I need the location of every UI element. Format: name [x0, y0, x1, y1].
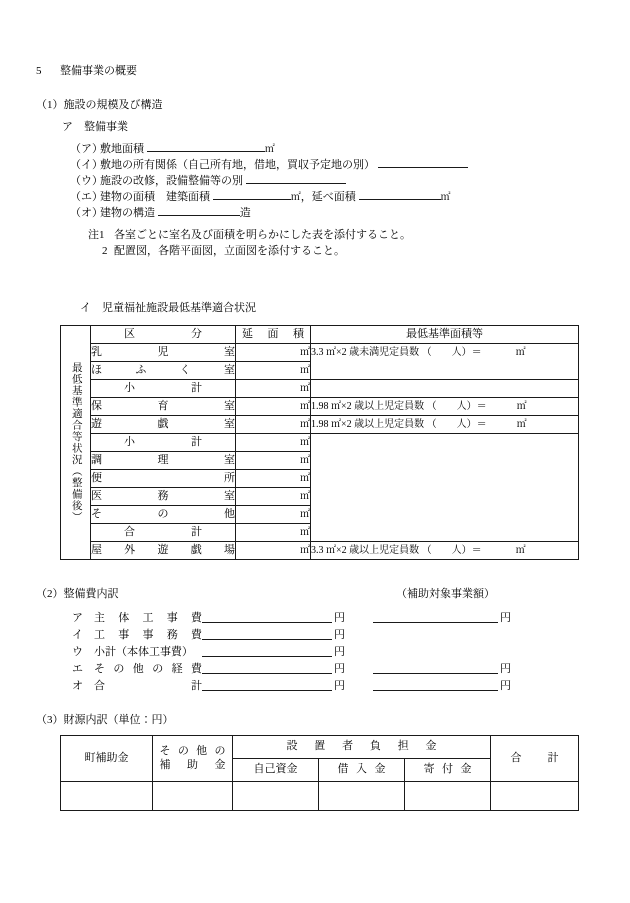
row-label-text: 医務室	[91, 490, 235, 502]
area-input-crawling-room[interactable]	[236, 362, 311, 380]
formula-playroom-unit: ㎡	[516, 419, 527, 430]
row-label-nursery-room	[91, 398, 236, 416]
vertical-label-text: 最低基準適合等状況（整備後）	[70, 362, 82, 523]
row-label-subtotal-2	[91, 434, 236, 452]
funding-header-installer-burden-text: 設置者負担金	[286, 740, 437, 753]
item-marker-o: （オ）	[70, 207, 103, 219]
cost-unit-o: 円	[334, 680, 345, 692]
row-label-medical-room	[91, 488, 236, 506]
table-main-caption	[80, 303, 256, 314]
formula-subtotal-1-blank	[311, 380, 579, 398]
row-label-text: 便所	[91, 472, 235, 484]
table-row	[61, 380, 579, 398]
cost-label-main-works: 主体工事費	[94, 612, 202, 624]
subsidy-input-total[interactable]	[373, 678, 498, 691]
funding-header-own-funds-text: 自己資金	[253, 763, 298, 776]
formula-playroom	[311, 416, 579, 434]
item-marker-i: （イ）	[70, 159, 103, 171]
subsidy-unit-a: 円	[500, 612, 511, 624]
funding-header-other-subsidy-line2: 補助金	[159, 758, 226, 771]
group-label: 整備事業	[84, 121, 128, 133]
row-label-text: 合計	[124, 526, 202, 538]
funding-input-own-funds[interactable]	[233, 782, 319, 811]
area-unit: ㎡	[300, 347, 310, 358]
building-structure-unit: 造	[239, 207, 251, 219]
area-unit: ㎡	[300, 365, 310, 376]
area-unit: ㎡	[300, 509, 310, 520]
row-label-grand-total	[91, 524, 236, 542]
cost-row-works-admin	[72, 627, 345, 641]
item-marker-a: （ア）	[70, 143, 103, 155]
building-area-input[interactable]	[213, 188, 291, 200]
area-input-toilet[interactable]	[236, 470, 311, 488]
table-row	[61, 542, 579, 560]
area-input-medical-room[interactable]	[236, 488, 311, 506]
row-label-text: 屋外遊戯場	[91, 544, 235, 556]
item-marker-e: （エ）	[70, 191, 103, 203]
funding-input-donations[interactable]	[405, 782, 491, 811]
formula-infant-text: 3.3 ㎡×2 歳未満児定員数 （ 人）＝	[311, 347, 482, 358]
table-main-caption-text: 児童福祉施設最低基準適合状況	[102, 302, 256, 314]
cost-input-main-works[interactable]	[202, 610, 332, 623]
table-row	[61, 434, 579, 452]
row-label-text: 保育室	[91, 400, 235, 412]
formula-infant-unit: ㎡	[515, 347, 526, 358]
cost-row-subtotal	[72, 644, 345, 658]
funding-header-borrowings-text: 借入金	[337, 763, 386, 776]
funding-input-town-subsidy[interactable]	[61, 782, 153, 811]
row-label-text: 調理室	[91, 454, 235, 466]
table-main-marker: イ	[80, 302, 91, 314]
row-label-other	[91, 506, 236, 524]
area-unit: ㎡	[300, 419, 310, 430]
cost-unit-u: 円	[334, 646, 345, 658]
cost-row-total	[72, 678, 511, 692]
formula-nursery-unit: ㎡	[516, 401, 527, 412]
note-2	[88, 246, 345, 257]
area-input-infant-room[interactable]	[236, 344, 311, 362]
cost-label-subtotal: 小計（本体工事費）	[94, 646, 193, 658]
row-label-text: その他	[91, 508, 235, 520]
header-standard	[311, 326, 579, 344]
funding-header-installer-burden	[233, 736, 491, 759]
building-area-unit: ㎡	[290, 192, 301, 203]
table-header-row	[61, 326, 579, 344]
area-unit: ㎡	[300, 437, 310, 448]
funding-header-other-subsidy	[153, 736, 233, 782]
row-label-text: 遊戯室	[91, 418, 235, 430]
subsidy-input-other-expenses[interactable]	[373, 661, 498, 674]
row-label-infant-room	[91, 344, 236, 362]
funding-value-row	[61, 782, 579, 811]
item-label-site-ownership: 敷地の所有関係（自己所有地，借地，買収予定地の別）	[100, 159, 375, 171]
note-1-text: 各室ごとに室名及び面積を明らかにした表を添付すること。	[114, 229, 411, 241]
row-label-text: 乳児室	[91, 346, 235, 358]
funding-header-donations	[405, 759, 491, 782]
funding-input-other-subsidy[interactable]	[153, 782, 233, 811]
funding-header-town-subsidy	[61, 736, 153, 782]
item-label-site-area: 敷地面積	[100, 143, 144, 155]
area-unit: ㎡	[300, 401, 310, 412]
cost-marker-a: ア	[72, 612, 83, 624]
cost-label-total: 合計	[94, 680, 202, 692]
cost-row-main-works	[72, 610, 511, 624]
funding-header-own-funds	[233, 759, 319, 782]
field-site-ownership	[70, 156, 468, 171]
table-row	[61, 398, 579, 416]
cost-label-other-expenses: その他の経費	[94, 663, 202, 675]
area-input-kitchen[interactable]	[236, 452, 311, 470]
item-label-building-area: 建物の面積 建築面積	[100, 191, 210, 203]
header-area-text: 延面積	[242, 328, 304, 340]
cost-unit-e: 円	[334, 663, 345, 675]
funding-header-town-subsidy-text: 町補助金	[84, 751, 129, 764]
item-marker-u: （ウ）	[70, 175, 103, 187]
cost-label-works-admin: 工事事務費	[94, 629, 202, 641]
formula-nursery-text: 1.98 ㎡×2 歳以上児定員数 （ 人）＝	[311, 401, 487, 412]
item-label-building-structure: 建物の構造	[100, 207, 155, 219]
note-2-marker: 2	[102, 245, 108, 257]
row-label-text: ほふく室	[91, 364, 235, 376]
section-number: 5	[36, 65, 42, 77]
site-area-unit: ㎡	[264, 144, 275, 155]
cost-unit-i: 円	[334, 629, 345, 641]
page-title	[36, 66, 137, 77]
cost-unit-a: 円	[334, 612, 345, 624]
group-marker: ア	[62, 121, 73, 133]
row-label-kitchen	[91, 452, 236, 470]
area-input-other[interactable]	[236, 506, 311, 524]
section-title-text: 整備事業の概要	[60, 65, 137, 77]
formula-outdoor	[311, 542, 579, 560]
table-row	[61, 416, 579, 434]
header-kubun	[91, 326, 236, 344]
building-structure-input[interactable]	[158, 204, 240, 216]
funding-header-other-subsidy-line1: その他の	[159, 744, 226, 757]
table-row	[61, 344, 579, 362]
funding-input-total[interactable]	[491, 782, 579, 811]
total-floor-area-unit: ㎡	[440, 192, 451, 203]
cost-marker-e: エ	[72, 663, 83, 675]
row-label-subtotal-1	[91, 380, 236, 398]
subsection-3-heading: （3）財源内訳（単位：円）	[36, 714, 174, 726]
area-input-outdoor-playground[interactable]	[236, 542, 311, 560]
renovation-type-input[interactable]	[246, 172, 346, 184]
area-unit: ㎡	[300, 455, 310, 466]
funding-input-borrowings[interactable]	[319, 782, 405, 811]
funding-header-total-text: 合計	[510, 751, 559, 764]
cost-marker-o: オ	[72, 680, 83, 692]
site-ownership-input[interactable]	[378, 156, 468, 168]
subsidy-column-header: （補助対象事業額）	[396, 588, 495, 600]
subsection-1-heading: （1）施設の規模及び構造	[36, 99, 163, 111]
vertical-label-cell	[61, 326, 91, 560]
subsidy-unit-o: 円	[500, 680, 511, 692]
cost-input-works-admin[interactable]	[202, 627, 332, 640]
formula-blank-lower	[311, 434, 579, 542]
area-unit: ㎡	[300, 473, 310, 484]
row-label-toilet	[91, 470, 236, 488]
cost-row-other-expenses	[72, 661, 511, 675]
area-input-subtotal-1[interactable]	[236, 380, 311, 398]
cost-input-total[interactable]	[202, 678, 332, 691]
area-unit: ㎡	[300, 527, 310, 538]
area-unit: ㎡	[300, 545, 310, 556]
area-input-grand-total[interactable]	[236, 524, 311, 542]
group-heading-seibi-jigyo	[62, 122, 128, 133]
area-unit: ㎡	[300, 383, 310, 394]
row-label-text: 小計	[124, 382, 202, 394]
funding-header-total	[491, 736, 579, 782]
field-building-structure	[70, 204, 251, 219]
total-floor-area-input[interactable]	[359, 188, 441, 200]
row-label-outdoor-playground	[91, 542, 236, 560]
cost-input-subtotal[interactable]	[202, 644, 332, 657]
area-unit: ㎡	[300, 491, 310, 502]
area-input-subtotal-2[interactable]	[236, 434, 311, 452]
item-label-total-floor-area: ，延べ面積	[300, 191, 356, 203]
header-standard-text: 最低基準面積等	[406, 328, 483, 340]
funding-header-borrowings	[319, 759, 405, 782]
cost-marker-i: イ	[72, 629, 83, 641]
site-area-input[interactable]	[147, 140, 265, 152]
formula-nursery	[311, 398, 579, 416]
subsidy-input-main-works[interactable]	[373, 610, 498, 623]
formula-outdoor-unit: ㎡	[515, 545, 526, 556]
row-label-crawling-room	[91, 362, 236, 380]
funding-header-row-1	[61, 736, 579, 759]
formula-outdoor-text: 3.3 ㎡×2 歳以上児定員数 （ 人）＝	[311, 545, 482, 556]
header-kubun-text: 区分	[124, 328, 202, 340]
cost-input-other-expenses[interactable]	[202, 661, 332, 674]
header-area	[236, 326, 311, 344]
area-input-nursery-room[interactable]	[236, 398, 311, 416]
item-label-renovation-type: 施設の改修，設備整備等の別	[100, 175, 243, 187]
funding-source-table	[60, 735, 579, 811]
formula-playroom-text: 1.98 ㎡×2 歳以上児定員数 （ 人）＝	[311, 419, 487, 430]
row-label-playroom	[91, 416, 236, 434]
note-1-marker: 注1	[88, 229, 105, 241]
note-2-text: 配置図，各階平面図，立面図を添付すること。	[114, 245, 345, 257]
field-site-area	[70, 140, 275, 155]
subsidy-unit-e: 円	[500, 663, 511, 675]
field-facility-renovation-type	[70, 172, 346, 187]
note-1	[88, 230, 411, 241]
area-input-playroom[interactable]	[236, 416, 311, 434]
field-building-area	[70, 188, 451, 203]
row-label-text: 小計	[124, 436, 202, 448]
formula-infant	[311, 344, 579, 380]
minimum-standard-table	[60, 325, 579, 560]
subsection-2-heading: （2）整備費内訳	[36, 588, 119, 600]
cost-marker-u: ウ	[72, 646, 83, 658]
funding-header-donations-text: 寄付金	[423, 763, 472, 776]
